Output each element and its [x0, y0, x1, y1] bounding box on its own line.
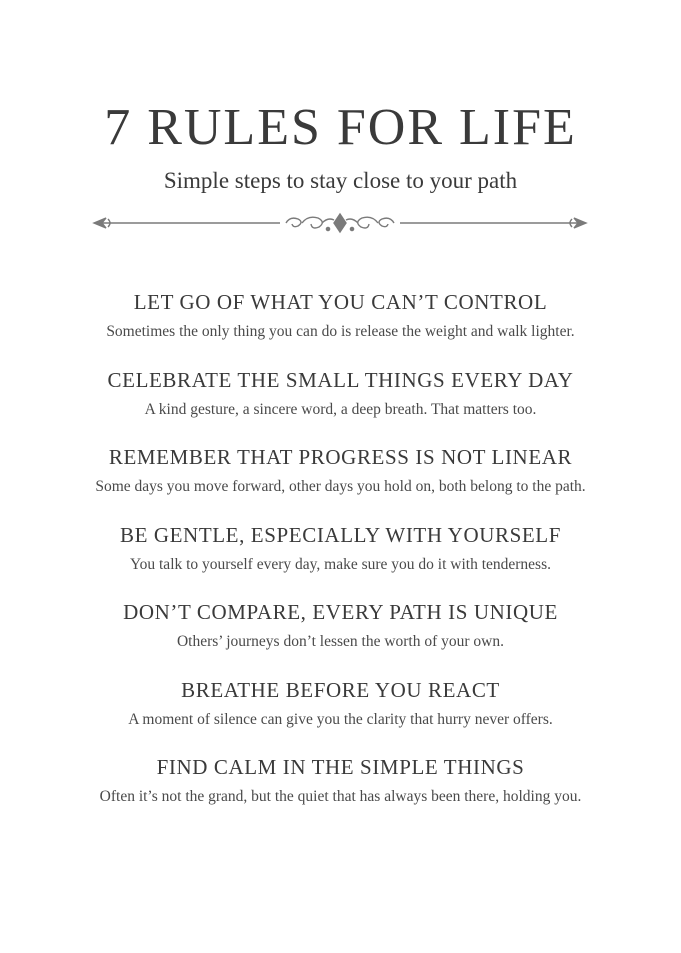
- list-item: [0, 598, 681, 676]
- rule-body: You talk to yourself every day, make sure you do it with tenderness.: [129, 555, 551, 573]
- rule-body: A kind gesture, a sincere word, a deep breath. That matters too.: [144, 400, 537, 418]
- list-item: [0, 443, 681, 521]
- rule-heading: FIND CALM IN THE SIMPLE THINGS: [156, 755, 525, 779]
- rule-body: Sometimes the only thing you can do is release the weight and walk lighter.: [106, 323, 575, 340]
- rule-body: Often it’s not the grand, but the quiet that has always been there, holding you.: [99, 788, 582, 805]
- list-item: [0, 676, 681, 754]
- list-item: [0, 288, 681, 366]
- rule-heading: REMEMBER THAT PROGRESS IS NOT LINEAR: [108, 445, 573, 469]
- rules-list: [0, 288, 681, 831]
- rule-heading: LET GO OF WHAT YOU CAN’T CONTROL: [133, 290, 548, 314]
- ornamental-flourish-icon: [90, 208, 590, 238]
- list-item: [0, 753, 681, 831]
- rule-heading: BREATHE BEFORE YOU REACT: [181, 677, 500, 702]
- list-item: [0, 366, 681, 444]
- rule-body: Some days you move forward, other days you hold on, both belong to the path.: [95, 478, 586, 495]
- rule-heading: BE GENTLE, ESPECIALLY WITH YOURSELF: [119, 522, 561, 547]
- rule-heading: DON’T COMPARE, EVERY PATH IS UNIQUE: [123, 600, 558, 624]
- rule-heading: CELEBRATE THE SMALL THINGS EVERY DAY: [107, 367, 574, 392]
- page-subtitle: Simple steps to stay close to your path: [163, 168, 518, 193]
- list-item: [0, 521, 681, 599]
- rule-body: Others’ journeys don’t lessen the worth of your own.: [176, 633, 505, 650]
- rule-body: A moment of silence can give you the clarity that hurry never offers.: [128, 710, 553, 728]
- page-title: 7 RULES FOR LIFE: [104, 99, 577, 156]
